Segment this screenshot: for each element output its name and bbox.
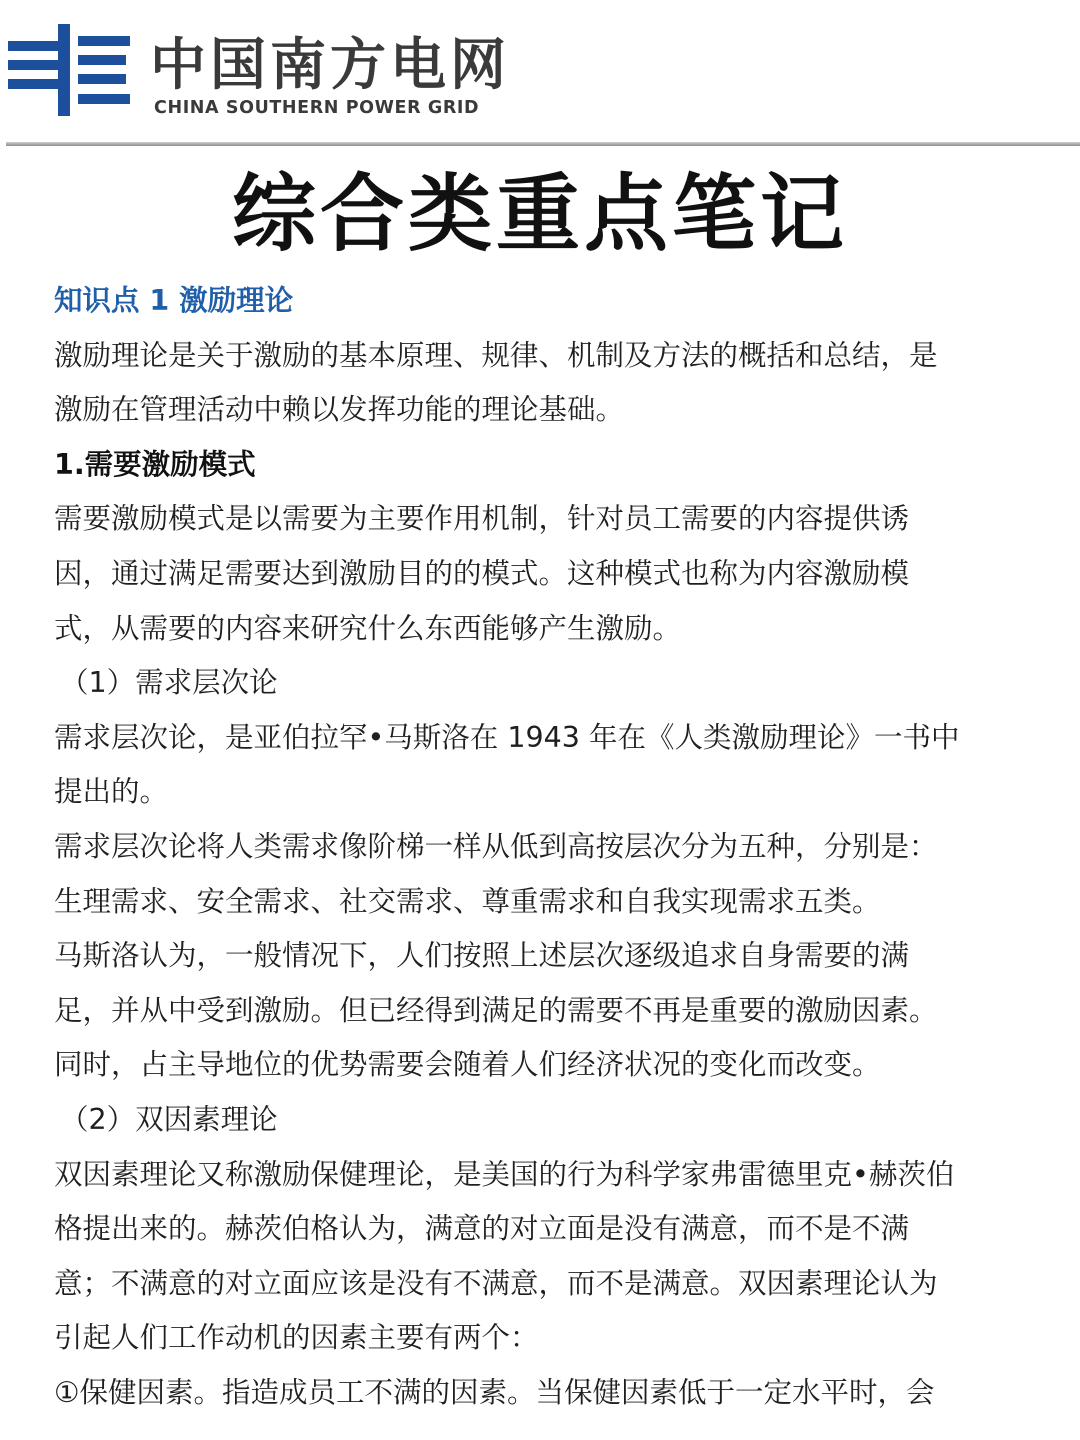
header bbox=[0, 0, 1080, 142]
paragraph-line: 式，从需要的内容来研究什么东西能够产生激励。 bbox=[54, 611, 682, 645]
power-grid-logo-icon bbox=[8, 24, 130, 116]
document-title: 综合类重点笔记 bbox=[231, 164, 848, 263]
paragraph-line: 提出的。 bbox=[54, 775, 169, 809]
paragraph-line: 需要激励模式是以需要为主要作用机制，针对员工需要的内容提供诱 bbox=[54, 502, 910, 536]
paragraph-line: 格提出来的。赫茨伯格认为，满意的对立面是没有满意，而不是不满 bbox=[54, 1212, 910, 1246]
paragraph-line: 需求层次论将人类需求像阶梯一样从低到高按层次分为五种，分别是： bbox=[54, 829, 938, 863]
paragraph-line: 生理需求、安全需求、社交需求、尊重需求和自我实现需求五类。 bbox=[54, 884, 881, 918]
logo-english-text: CHINA SOUTHERN POWER GRID bbox=[154, 98, 480, 118]
header-divider bbox=[6, 142, 1080, 146]
paragraph-line: ①保健因素。指造成员工不满的因素。当保健因素低于一定水平时，会 bbox=[54, 1375, 935, 1409]
paragraph-line: 激励在管理活动中赖以发挥功能的理论基础。 bbox=[54, 393, 625, 427]
paragraph-line: 因，通过满足需要达到激励目的的模式。这种模式也称为内容激励模 bbox=[54, 556, 910, 590]
document-body bbox=[54, 274, 1022, 1420]
paragraph-line: 意；不满意的对立面应该是没有不满意，而不是满意。双因素理论认为 bbox=[54, 1266, 938, 1300]
paragraph-line: 引起人们工作动机的因素主要有两个： bbox=[54, 1321, 539, 1355]
paragraph-line: 足，并从中受到激励。但已经得到满足的需要不再是重要的激励因素。 bbox=[54, 993, 938, 1027]
paragraph-line: 双因素理论又称激励保健理论，是美国的行为科学家弗雷德里克•赫茨伯 bbox=[54, 1157, 955, 1191]
subsection-heading: （2）双因素理论 bbox=[60, 1102, 278, 1136]
subsection-heading: （1）需求层次论 bbox=[60, 666, 278, 700]
section-heading: 1.需要激励模式 bbox=[54, 447, 256, 481]
paragraph-line: 马斯洛认为，一般情况下，人们按照上述层次逐级追求自身需要的满 bbox=[54, 939, 910, 973]
paragraph-line: 需求层次论，是亚伯拉罕•马斯洛在 1943 年在《人类激励理论》一书中 bbox=[54, 720, 960, 754]
logo-chinese-text: 中国南方电网 bbox=[150, 33, 510, 98]
paragraph-line: 激励理论是关于激励的基本原理、规律、机制及方法的概括和总结，是 bbox=[54, 338, 938, 372]
paragraph-line: 同时，占主导地位的优势需要会随着人们经济状况的变化而改变。 bbox=[54, 1048, 881, 1082]
knowledge-point-heading: 知识点 1 激励理论 bbox=[54, 284, 294, 317]
